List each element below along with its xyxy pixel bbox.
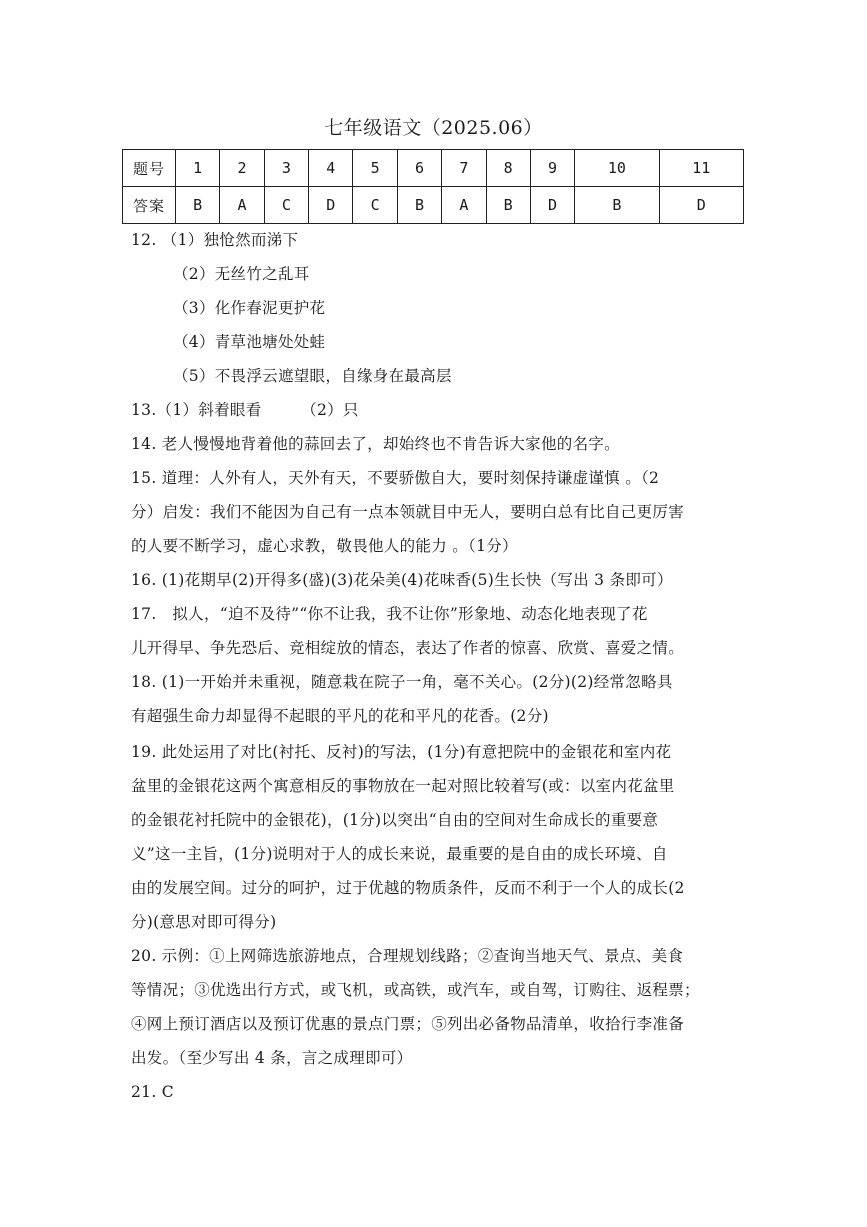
answer-20-line-3: ④网上预订酒店以及预订优惠的景点门票；⑤列出必备物品清单，收拾行李准备 [131, 1015, 685, 1033]
answer-18-line-2: 有超强生命力却显得不起眼的平凡的花和平凡的花香。(2分) [131, 707, 549, 725]
answer-16: 16. (1)花期早(2)开得多(盛)(3)花朵美(4)花味香(5)生长快（写出 3 条即可） [131, 571, 673, 589]
answer-20-line-2: 等情况；③优选出行方式，或飞机，或高铁，或汽车，或自驾，订购往、返程票； [131, 981, 700, 999]
row-header-answer: 答案 [123, 187, 176, 224]
question-number-row [123, 150, 744, 187]
answer-17-line-2: 儿开得早、争先恐后、竞相绽放的情态，表达了作者的惊喜、欣赏、喜爱之情。 [131, 639, 685, 657]
answer-20-line-4: 出发。（至少写出 4 条，言之成理即可） [131, 1049, 413, 1067]
answer-12-line-3: （3）化作春泥更护花 [173, 299, 326, 317]
answer-12-line-4: （4）青草池塘处处蛙 [173, 333, 326, 351]
answer-cell: B [486, 187, 530, 224]
answer-cell: B [575, 187, 659, 224]
answer-20-line-1: 20. 示例：①上网筛选旅游地点，合理规划线路；②查询当地天气、景点、美食 [131, 947, 684, 965]
answer-cell: C [264, 187, 308, 224]
answer-19-line-1: 19. 此处运用了对比(衬托、反衬)的写法，(1分)有意把院中的金银花和室内花 [131, 743, 672, 761]
answer-14: 14. 老人慢慢地背着他的蒜回去了，却始终也不肯告诉大家他的名字。 [131, 435, 620, 453]
answer-18-line-1: 18. (1)一开始并未重视，随意栽在院子一角，毫不关心。(2分)(2)经常忽略具 [131, 673, 673, 691]
answer-cell: A [220, 187, 264, 224]
answer-12-line-5: （5）不畏浮云遮望眼，自缘身在最高层 [173, 367, 452, 385]
answer-cell: D [309, 187, 353, 224]
answer-12-line-2: （2）无丝竹之乱耳 [173, 265, 310, 283]
question-number: 2 [220, 150, 264, 187]
question-number: 9 [530, 150, 574, 187]
answer-19-line-2: 盆里的金银花这两个寓意相反的事物放在一起对照比较着写(或：以室内花盆里 [131, 777, 675, 795]
page-title: 七年级语文（2025.06） [324, 117, 543, 139]
question-number: 7 [442, 150, 486, 187]
answer-cell: C [353, 187, 397, 224]
answer-15-line-2: 分）启发：我们不能因为自己有一点本领就目中无人，要明白总有比自己更厉害 [131, 503, 685, 521]
question-number: 8 [486, 150, 530, 187]
answer-19-line-5: 由的发展空间。过分的呵护，过于优越的物质条件，反而不利于一个人的成长(2 [131, 879, 685, 897]
question-number: 1 [176, 150, 220, 187]
answer-15-line-3: 的人要不断学习，虚心求教，敬畏他人的能力 。（1分） [131, 537, 518, 555]
answer-row [123, 187, 744, 224]
question-number: 11 [659, 150, 743, 187]
answer-cell: D [530, 187, 574, 224]
question-number: 3 [264, 150, 308, 187]
question-number: 10 [575, 150, 659, 187]
answer-cell: B [176, 187, 220, 224]
answer-cell: B [397, 187, 441, 224]
row-header-number: 题号 [123, 150, 176, 187]
answer-cell: A [442, 187, 486, 224]
answer-19-line-3: 的金银花衬托院中的金银花)，(1分)以突出“自由的空间对生命成长的重要意 [131, 811, 659, 829]
answer-21: 21. C [131, 1083, 174, 1101]
answer-13: 13.（1）斜着眼看 （2）只 [131, 401, 359, 419]
answer-17-line-1: 17. 拟人，“迫不及待”“你不让我，我不让你”形象地、动态化地表现了花 [131, 605, 648, 623]
answer-table [122, 149, 744, 224]
question-number: 4 [309, 150, 353, 187]
question-number: 6 [397, 150, 441, 187]
answer-cell: D [659, 187, 743, 224]
answer-15-line-1: 15. 道理：人外有人，天外有天，不要骄傲自大，要时刻保持谦虚谨慎 。（2 [131, 469, 660, 487]
answer-12-line-1: 12. （1）独怆然而涕下 [131, 231, 299, 249]
answer-19-line-6: 分)(意思对即可得分) [131, 913, 277, 931]
question-number: 5 [353, 150, 397, 187]
answer-19-line-4: 义”这一主旨，(1分)说明对于人的成长来说，最重要的是自由的成长环境、自 [131, 845, 668, 863]
